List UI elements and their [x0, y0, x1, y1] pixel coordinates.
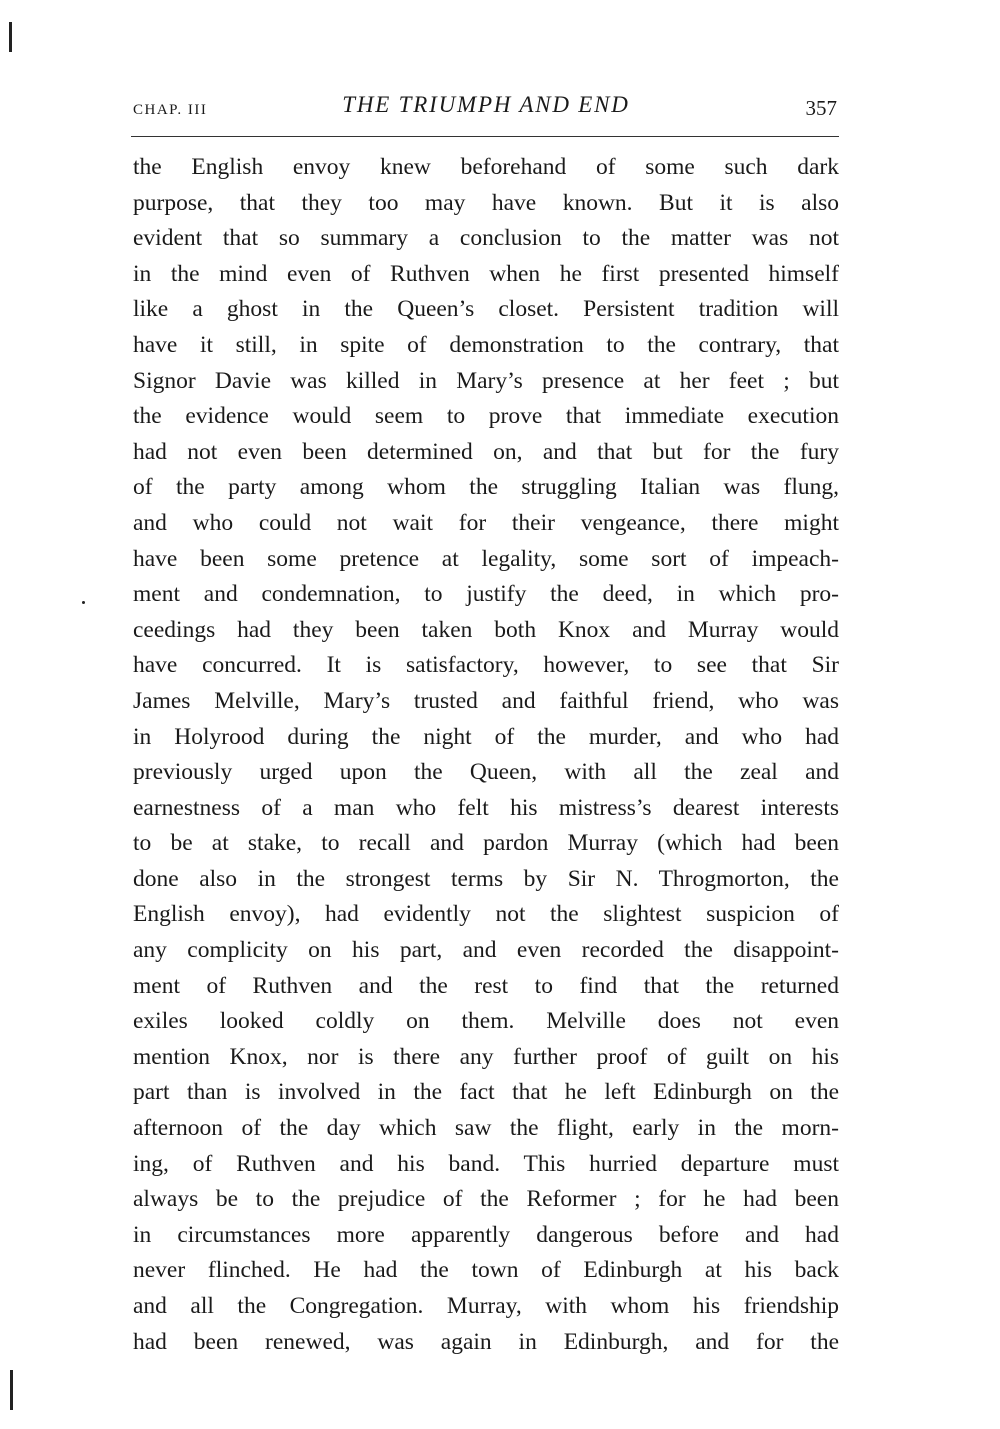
text-line: ment of Ruthven and the rest to find that the returned [133, 972, 839, 999]
text-line: previously urged upon the Queen, with all the zeal and [133, 759, 839, 786]
text-line: had been renewed, was again in Edinburgh, and for the [133, 1328, 839, 1355]
text-line: of the party among whom the struggling Italian was flung, [133, 474, 839, 501]
running-title: THE TRIUMPH AND END [342, 92, 630, 117]
text-line: exiles looked coldly on them. Melville does not even [133, 1008, 839, 1035]
text-line: James Melville, Mary’s trusted and faithful friend, who was [133, 687, 839, 714]
header-rule [131, 136, 839, 137]
page-header [133, 88, 839, 128]
text-line: afternoon of the day which saw the flight, early in the morn- [133, 1115, 839, 1142]
text-line: had not even been determined on, and that but for the fury [133, 438, 839, 465]
text-line: earnestness of a man who felt his mistress’s dearest interests [133, 794, 839, 821]
text-line: in circumstances more apparently dangerous before and had [133, 1221, 839, 1248]
body-text [133, 150, 839, 1360]
text-line: mention Knox, nor is there any further proof of guilt on his [133, 1043, 839, 1070]
text-line: Signor Davie was killed in Mary’s presence at her feet ; but [133, 367, 839, 394]
text-line: and who could not wait for their vengeance, there might [133, 509, 839, 536]
text-line: done also in the strongest terms by Sir N. Throgmorton, the [133, 865, 839, 892]
text-line: have it still, in spite of demonstration to the contrary, that [133, 331, 839, 358]
text-line: the evidence would seem to prove that immediate execution [133, 403, 839, 430]
page-number: 357 [805, 96, 837, 120]
text-line: to be at stake, to recall and pardon Murray (which had been [133, 830, 839, 857]
text-line: the English envoy knew beforehand of some such dark [133, 154, 839, 180]
text-line: purpose, that they too may have known. But it is also [133, 189, 839, 216]
text-line: like a ghost in the Queen’s closet. Persistent tradition will [133, 296, 839, 323]
text-line: ment and condemnation, to justify the deed, in which pro- [133, 581, 839, 608]
text-line: evident that so summary a conclusion to the matter was not [133, 225, 839, 252]
scan-mark-top-left [9, 22, 12, 52]
chapter-label: CHAP. III [133, 102, 208, 118]
scan-dot [82, 601, 85, 604]
text-line: and all the Congregation. Murray, with whom his friendship [133, 1293, 839, 1319]
text-line: part than is involved in the fact that he left Edinburgh on the [133, 1079, 839, 1106]
text-line: in the mind even of Ruthven when he first presented himself [133, 260, 839, 287]
text-line: ing, of Ruthven and his band. This hurried departure must [133, 1150, 839, 1177]
text-line: have concurred. It is satisfactory, however, to see that Sir [133, 652, 839, 679]
text-line: never flinched. He had the town of Edinburgh at his back [133, 1257, 839, 1284]
text-line: English envoy), had evidently not the slightest suspicion of [133, 901, 839, 928]
text-line: always be to the prejudice of the Reformer ; for he had been [133, 1186, 839, 1213]
scan-mark-bottom-left [10, 1370, 13, 1410]
text-line: in Holyrood during the night of the murder, and who had [133, 723, 839, 750]
text-line: ceedings had they been taken both Knox and Murray would [133, 616, 839, 643]
text-line: have been some pretence at legality, some sort of impeach- [133, 545, 839, 572]
text-line: any complicity on his part, and even recorded the disappoint- [133, 937, 839, 964]
